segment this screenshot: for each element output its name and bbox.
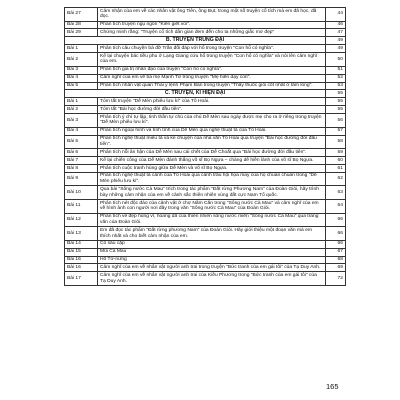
lesson-title: Tóm tắt truyện "Dế Mèn phiêu lưu kí" của Tô Hoài.: [98, 98, 326, 106]
lesson-label: Bài 14: [65, 240, 98, 248]
lesson-label: Bài 11: [65, 200, 98, 214]
lesson-title: Hồ Tơ-nưng: [98, 256, 326, 264]
toc-section-row: [65, 90, 346, 98]
toc-row: [65, 149, 346, 157]
lesson-title: Phân tích truyện ngụ ngôn "Kiến giết voi".: [98, 21, 326, 29]
lesson-title: Phân tích ngoại hình và tính tình của Dế Mèn qua nghệ thuật tả của Tô Hoài.: [98, 127, 326, 135]
lesson-title: Phân tích nỗi ân hận của Dế Mèn sau cái chết của Dế Choắt qua "Bài học đường đời đầu tiên".: [98, 149, 326, 157]
toc-row: [65, 45, 346, 53]
toc-row: [65, 264, 346, 272]
lesson-title: Phân tích nhân vật quan Thái y lệnh Phạm Bân trong truyện "Thầy thuốc giỏi cốt nhất ở tấm lòng".: [98, 82, 326, 90]
toc-row: [65, 74, 346, 82]
lesson-page: 63: [326, 186, 346, 200]
lesson-label: Bài 5: [65, 82, 98, 90]
lesson-page: 55: [326, 98, 346, 106]
lesson-title: Phân tích nghệ thuật miêu tả và kể chuyện của nhà văn Tô Hoài qua truyện "Bài học đường đời đầu tiên".: [98, 135, 326, 149]
lesson-title: Phân tích cuộc tranh hùng giữa Dế Mèn và võ sĩ Bọ Ngựa.: [98, 164, 326, 172]
lesson-title: Tóm tắt "Bài học đường đời đầu tiên".: [98, 106, 326, 114]
toc-row: [65, 248, 346, 256]
lesson-title: Qua bài "Sông nước Cà Mau" trích trong tác phẩm "Đất rừng Phương Nam" của Đoàn Giỏi, hãy trình bày những cảm nhận của em về cảnh sắc thiên nhiên vùng đất cực Nam Tổ quốc.: [98, 186, 326, 200]
toc-section-row: [65, 37, 346, 45]
section-page: 49: [326, 37, 346, 45]
lesson-label: Bài 12: [65, 213, 98, 227]
lesson-page: 57: [326, 127, 346, 135]
lesson-label: Bài 3: [65, 66, 98, 74]
lesson-label: Bài 15: [65, 248, 98, 256]
table-of-contents: [64, 7, 346, 286]
toc-row: [65, 256, 346, 264]
lesson-title: Cảm nghĩ của em về nhân vật người anh trai của Kiều Phương trong "Bức tranh của em gái tôi" của Tạ Duy Anh.: [98, 272, 326, 286]
lesson-page: 60: [326, 157, 346, 165]
toc-row: [65, 272, 346, 286]
lesson-title: Phân tích ý chí tự lập, tinh thần tự chủ của chú Dế Mèn sau ngày được mẹ cho ra ở riêng trong truyện "Dế Mèn phiêu lưu kí".: [98, 114, 326, 128]
lesson-title: Phân tích nghệ thuật tả cảnh của Tô Hoài qua cảnh trấu hội họa may của họ chuẩn chuẩn trong "Dế Mèn phiêu lưu kí".: [98, 172, 326, 186]
toc-row: [65, 29, 346, 37]
toc-row: [65, 186, 346, 200]
lesson-label: Bài 5: [65, 135, 98, 149]
lesson-page: 52: [326, 74, 346, 82]
toc-row: [65, 135, 346, 149]
lesson-page: 66: [326, 213, 346, 227]
lesson-title: Kể lại chuyện bác tiều phu ở Lạng Giang cứu hổ trong truyện "Con hổ có nghĩa" và nói lên cảm nghĩ của em.: [98, 53, 326, 67]
toc-row: [65, 164, 346, 172]
lesson-label: Bài 4: [65, 127, 98, 135]
toc-row: [65, 21, 346, 29]
page-number: 165: [326, 382, 339, 391]
lesson-page: 50: [326, 53, 346, 67]
lesson-title: Phân tích vẻ đẹp hùng vĩ, hoang dã của thiên nhiên sông nước miền "Sông nước Cà Mau" qua trang văn của Đoàn Giỏi.: [98, 213, 326, 227]
lesson-page: 66: [326, 227, 346, 241]
toc-row: [65, 114, 346, 128]
lesson-page: 55: [326, 106, 346, 114]
lesson-page: 68: [326, 256, 346, 264]
lesson-label: Bài 7: [65, 157, 98, 165]
lesson-page: 49: [326, 45, 346, 53]
lesson-page: 72: [326, 272, 346, 286]
section-heading: B. TRUYỆN TRUNG ĐẠI: [65, 37, 326, 45]
lesson-page: 64: [326, 200, 346, 214]
lesson-label: Bài 3: [65, 114, 98, 128]
lesson-title: Em đã đọc tác phẩm "Đất rừng phương Nam" của Đoàn Giỏi. Hãy giới thiệu một đoạn văn mà em thích nhất và cho biết cảm nhận của em.: [98, 227, 326, 241]
lesson-label: Bài 28: [65, 21, 98, 29]
toc-row: [65, 172, 346, 186]
lesson-page: 58: [326, 135, 346, 149]
toc-row: [65, 53, 346, 67]
lesson-label: Bài 27: [65, 8, 98, 22]
lesson-page: 47: [326, 29, 346, 37]
section-heading: C. TRUYỆN, KÍ HIỆN ĐẠI: [65, 90, 326, 98]
lesson-label: Bài 10: [65, 186, 98, 200]
lesson-title: Cảm nhận của em về các nhân vật ông Tiên, ông Bụt, trong một số truyện cổ tích mà em đã học, đã đọc.: [98, 8, 326, 22]
lesson-label: Bài 8: [65, 164, 98, 172]
toc-row: [65, 66, 346, 74]
lesson-page: 51: [326, 66, 346, 74]
lesson-label: Bài 9: [65, 172, 98, 186]
lesson-page: 53: [326, 82, 346, 90]
toc-row: [65, 200, 346, 214]
toc-row: [65, 240, 346, 248]
lesson-label: Bài 16: [65, 264, 98, 272]
toc-body: [65, 8, 346, 286]
lesson-label: Bài 17: [65, 272, 98, 286]
lesson-page: 44: [326, 8, 346, 22]
lesson-page: 46: [326, 21, 346, 29]
toc-row: [65, 227, 346, 241]
toc-row: [65, 98, 346, 106]
lesson-title: Cô sầu cặp: [98, 240, 326, 248]
lesson-label: Bài 6: [65, 149, 98, 157]
lesson-label: Bài 1: [65, 45, 98, 53]
section-page: 55: [326, 90, 346, 98]
toc-row: [65, 157, 346, 165]
lesson-page: 62: [326, 172, 346, 186]
lesson-page: 69: [326, 264, 346, 272]
lesson-page: 66: [326, 240, 346, 248]
toc-row: [65, 82, 346, 90]
toc-row: [65, 127, 346, 135]
toc-row: [65, 213, 346, 227]
lesson-title: Chứng minh rằng: "Truyện cổ tích dân gian đem đến cho ta những giấc mơ đẹp": [98, 29, 326, 37]
lesson-label: Bài 13: [65, 227, 98, 241]
lesson-title: Phân tích nét độc đáo của cảnh vật ở chợ Năm Căn trong "Sông nước Cà Mau" và cảm nghĩ của em về hình ảnh con người nơi đây trong văn "Sông nước Cà Mau" của Đoàn Giỏi.: [98, 200, 326, 214]
lesson-title: Cảm nghĩ của em về bà mẹ Mạnh Tử trong truyện "Mẹ hiền dạy con".: [98, 74, 326, 82]
lesson-label: Bài 1: [65, 98, 98, 106]
lesson-title: Kể lại chiến công của Dế Mèn đánh thắng võ sĩ Bọ Ngựa – chàng dế hiền lành của võ sĩ Bọ Ngựa.: [98, 157, 326, 165]
lesson-label: Bài 16: [65, 256, 98, 264]
toc-row: [65, 106, 346, 114]
lesson-label: Bài 2: [65, 106, 98, 114]
lesson-title: Phân tích giá trị nhân đạo của truyện "Con hổ có nghĩa".: [98, 66, 326, 74]
lesson-title: Cảm nghĩ của em về nhân vật người anh trai trong truyện "Bức tranh của em gái tôi" của Tạ Duy Anh.: [98, 264, 326, 272]
lesson-page: 61: [326, 164, 346, 172]
lesson-page: 56: [326, 114, 346, 128]
lesson-title: Phân tích câu chuyện bà đỡ Trần đối đáp với hổ trong truyện "Con hổ có nghĩa".: [98, 45, 326, 53]
toc-row: [65, 8, 346, 22]
lesson-label: Bài 29: [65, 29, 98, 37]
lesson-page: 59: [326, 149, 346, 157]
lesson-page: 67: [326, 248, 346, 256]
lesson-label: Bài 4: [65, 74, 98, 82]
lesson-label: Bài 2: [65, 53, 98, 67]
lesson-title: Mũi Cà Mau: [98, 248, 326, 256]
